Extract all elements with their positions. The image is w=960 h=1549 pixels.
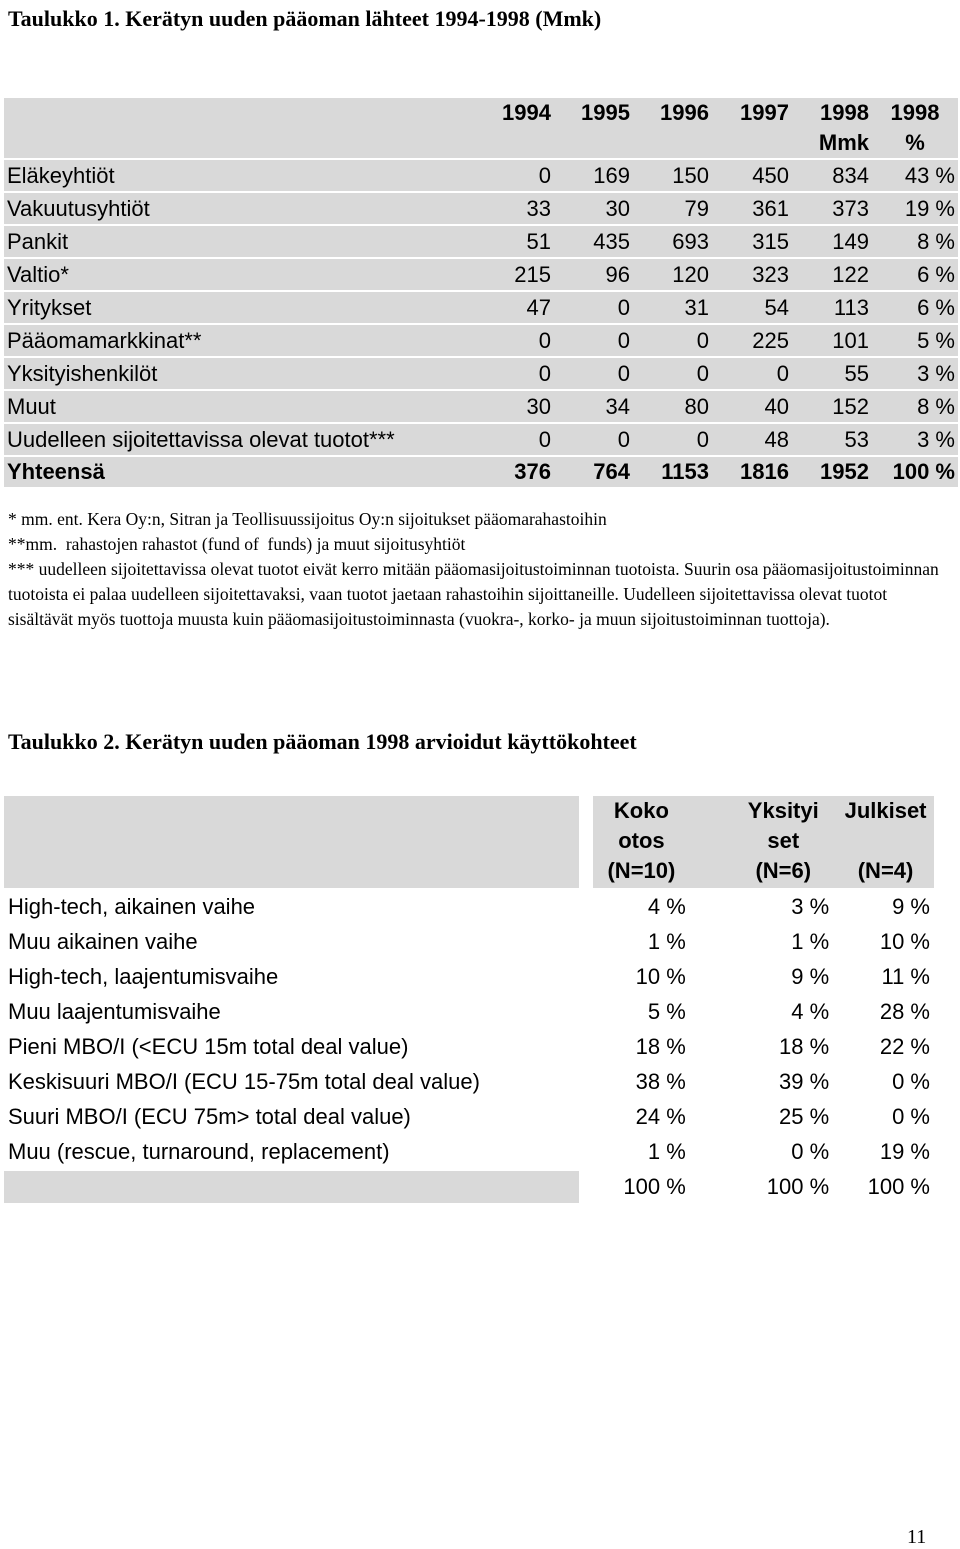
value-cell: 53 [792, 424, 872, 455]
value-cell: 169 [554, 160, 633, 191]
table1-row [4, 259, 958, 290]
table1-header-1994: 1994 [476, 98, 554, 158]
value-cell: 54 [712, 292, 792, 323]
value-cell: 3 % [872, 358, 958, 389]
row-label: Pääomamarkkinat** [4, 325, 476, 356]
table1-header-1995: 1995 [554, 98, 633, 158]
row-label: High-tech, laajentumisvaihe [4, 961, 579, 993]
value-cell: 834 [792, 160, 872, 191]
value-cell: 4 % [647, 894, 686, 919]
row-label: Yritykset [4, 292, 476, 323]
row-label: Pankit [4, 226, 476, 257]
table1-row [4, 358, 958, 389]
value-cell: 100 % [766, 1174, 830, 1199]
row-label: Muu (rescue, turnaround, replacement) [4, 1136, 579, 1168]
value-cell: 28 % [879, 999, 930, 1024]
value-cell: 22 % [879, 1034, 930, 1059]
table2-row [4, 996, 934, 1028]
value-cell: 0 [633, 325, 712, 356]
row-label: Uudelleen sijoitettavissa olevat tuotot*** [4, 424, 476, 455]
table1-footnotes [8, 507, 953, 632]
row-label [4, 1171, 579, 1203]
table2-row [4, 1066, 934, 1098]
value-cell: 34 [554, 391, 633, 422]
value-cell: 6 % [872, 259, 958, 290]
value-cell: 0 [633, 358, 712, 389]
value-cell: 373 [792, 193, 872, 224]
value-cell: 33 [476, 193, 554, 224]
value-cell: 5 % [647, 999, 686, 1024]
table1-header-1998-pct: 1998 % [872, 98, 958, 158]
table2-row [4, 926, 934, 958]
table2-row [4, 961, 934, 993]
table2-header-total: Koko otos (N=10) [593, 796, 690, 888]
value-cell: 18 % [778, 1034, 830, 1059]
value-cell: 51 [476, 226, 554, 257]
value-cell: 10 % [635, 964, 686, 989]
value-cell: 764 [554, 457, 633, 487]
table2-header-private: Yksityi set (N=6) [733, 796, 833, 888]
table1-total-row [4, 457, 958, 487]
value-cell: 19 % [879, 1139, 930, 1164]
value-cell: 361 [712, 193, 792, 224]
table2-row [4, 1031, 934, 1063]
table1-header-1996: 1996 [633, 98, 712, 158]
value-cell: 122 [792, 259, 872, 290]
table1-row [4, 424, 958, 455]
table2-title: Taulukko 2. Kerätyn uuden pääoman 1998 arvioidut käyttökohteet [8, 729, 637, 754]
row-label: Yhteensä [4, 457, 476, 487]
page-number: 11 [907, 1526, 927, 1548]
value-cell: 323 [712, 259, 792, 290]
value-cell: 0 [476, 358, 554, 389]
footnote-2: **mm. rahastojen rahastot (fund of funds) ja muut sijoitusyhtiöt [8, 534, 466, 554]
value-cell: 0 [712, 358, 792, 389]
value-cell: 0 [476, 325, 554, 356]
value-cell: 0 [476, 424, 554, 455]
value-cell: 79 [633, 193, 712, 224]
value-cell: 376 [476, 457, 554, 487]
value-cell: 8 % [872, 226, 958, 257]
value-cell: 101 [792, 325, 872, 356]
table1-row [4, 292, 958, 323]
value-cell: 38 % [635, 1069, 686, 1094]
row-label: Pieni MBO/I (<ECU 15m total deal value) [4, 1031, 579, 1063]
table1-title: Taulukko 1. Kerätyn uuden pääoman lähteet 1994-1998 (Mmk) [8, 6, 602, 31]
capital-sources-table [4, 96, 958, 489]
value-cell: 149 [792, 226, 872, 257]
value-cell: 19 % [872, 193, 958, 224]
table2-row [4, 891, 934, 923]
value-cell: 4 % [791, 999, 830, 1024]
value-cell: 1 % [647, 929, 686, 954]
value-cell: 1 % [791, 929, 830, 954]
value-cell: 18 % [635, 1034, 686, 1059]
row-label: Eläkeyhtiöt [4, 160, 476, 191]
value-cell: 1153 [633, 457, 712, 487]
value-cell: 9 % [791, 964, 830, 989]
row-label: Valtio* [4, 259, 476, 290]
value-cell: 120 [633, 259, 712, 290]
table1-row [4, 193, 958, 224]
value-cell: 1952 [792, 457, 872, 487]
value-cell: 150 [633, 160, 712, 191]
value-cell: 55 [792, 358, 872, 389]
capital-uses-table [4, 793, 934, 1206]
table1-header-1997: 1997 [712, 98, 792, 158]
row-label: Muu aikainen vaihe [4, 926, 579, 958]
value-cell: 40 [712, 391, 792, 422]
value-cell: 0 % [791, 1139, 830, 1164]
table1-header-label-cell [4, 98, 476, 158]
table2-total-row [4, 1171, 934, 1203]
value-cell: 0 [476, 160, 554, 191]
value-cell: 152 [792, 391, 872, 422]
value-cell: 30 [554, 193, 633, 224]
row-label: Muu laajentumisvaihe [4, 996, 579, 1028]
value-cell: 0 % [892, 1104, 930, 1129]
value-cell: 96 [554, 259, 633, 290]
value-cell: 0 [554, 424, 633, 455]
value-cell: 450 [712, 160, 792, 191]
value-cell: 39 % [778, 1069, 830, 1094]
row-label: Suuri MBO/I (ECU 75m> total deal value) [4, 1101, 579, 1133]
value-cell: 6 % [872, 292, 958, 323]
value-cell: 215 [476, 259, 554, 290]
value-cell: 48 [712, 424, 792, 455]
footnote-1: * mm. ent. Kera Oy:n, Sitran ja Teollisuussijoitus Oy:n sijoitukset pääomarahastoihin [8, 509, 607, 529]
table2-header-label-cell [4, 796, 579, 888]
value-cell: 43 % [872, 160, 958, 191]
value-cell: 225 [712, 325, 792, 356]
table2-row [4, 1136, 934, 1168]
table2-row [4, 1101, 934, 1133]
value-cell: 1 % [647, 1139, 686, 1164]
table1-header-row [4, 98, 958, 158]
value-cell: 8 % [872, 391, 958, 422]
value-cell: 0 [633, 424, 712, 455]
value-cell: 1816 [712, 457, 792, 487]
footnote-3: *** uudelleen sijoitettavissa olevat tuotot eivät kerro mitään pääomasijoitustoiminnan tuotoista. Suurin osa pääomasijoitustoiminnan tuotoista ei palaa uudelleen sijoitettavaksi, vaan tuotot jaetaan rahastoihin sijoittaneille. Uudelleen sijoitettavissa olevat tuotot sisältävät myös tuottoja muusta kuin pääomasijoitustoiminnasta (vuokra-, korko- ja muun sijoitustoiminnan tuottoja). [8, 559, 939, 629]
table1-row [4, 391, 958, 422]
row-label: Vakuutusyhtiöt [4, 193, 476, 224]
value-cell: 3 % [791, 894, 830, 919]
value-cell: 100 % [872, 457, 958, 487]
value-cell: 435 [554, 226, 633, 257]
value-cell: 0 [554, 358, 633, 389]
value-cell: 25 % [778, 1104, 830, 1129]
value-cell: 31 [633, 292, 712, 323]
table1-header-1998-mmk: 1998 Mmk [792, 98, 872, 158]
table2-header-row [4, 796, 934, 888]
value-cell: 693 [633, 226, 712, 257]
value-cell: 10 % [879, 929, 930, 954]
table1-row [4, 226, 958, 257]
table2-header-public: Julkiset (N=4) [837, 796, 934, 888]
value-cell: 11 % [881, 964, 930, 989]
table1-row [4, 325, 958, 356]
table1-row [4, 160, 958, 191]
row-label: Muut [4, 391, 476, 422]
value-cell: 113 [792, 292, 872, 323]
row-label: High-tech, aikainen vaihe [4, 891, 579, 923]
value-cell: 100 % [623, 1174, 686, 1199]
value-cell: 24 % [635, 1104, 686, 1129]
value-cell: 30 [476, 391, 554, 422]
value-cell: 100 % [867, 1174, 930, 1199]
value-cell: 80 [633, 391, 712, 422]
value-cell: 5 % [872, 325, 958, 356]
value-cell: 315 [712, 226, 792, 257]
value-cell: 3 % [872, 424, 958, 455]
value-cell: 9 % [892, 894, 930, 919]
value-cell: 0 % [892, 1069, 930, 1094]
row-label: Keskisuuri MBO/I (ECU 15-75m total deal value) [4, 1066, 579, 1098]
value-cell: 0 [554, 292, 633, 323]
value-cell: 47 [476, 292, 554, 323]
value-cell: 0 [554, 325, 633, 356]
row-label: Yksityishenkilöt [4, 358, 476, 389]
